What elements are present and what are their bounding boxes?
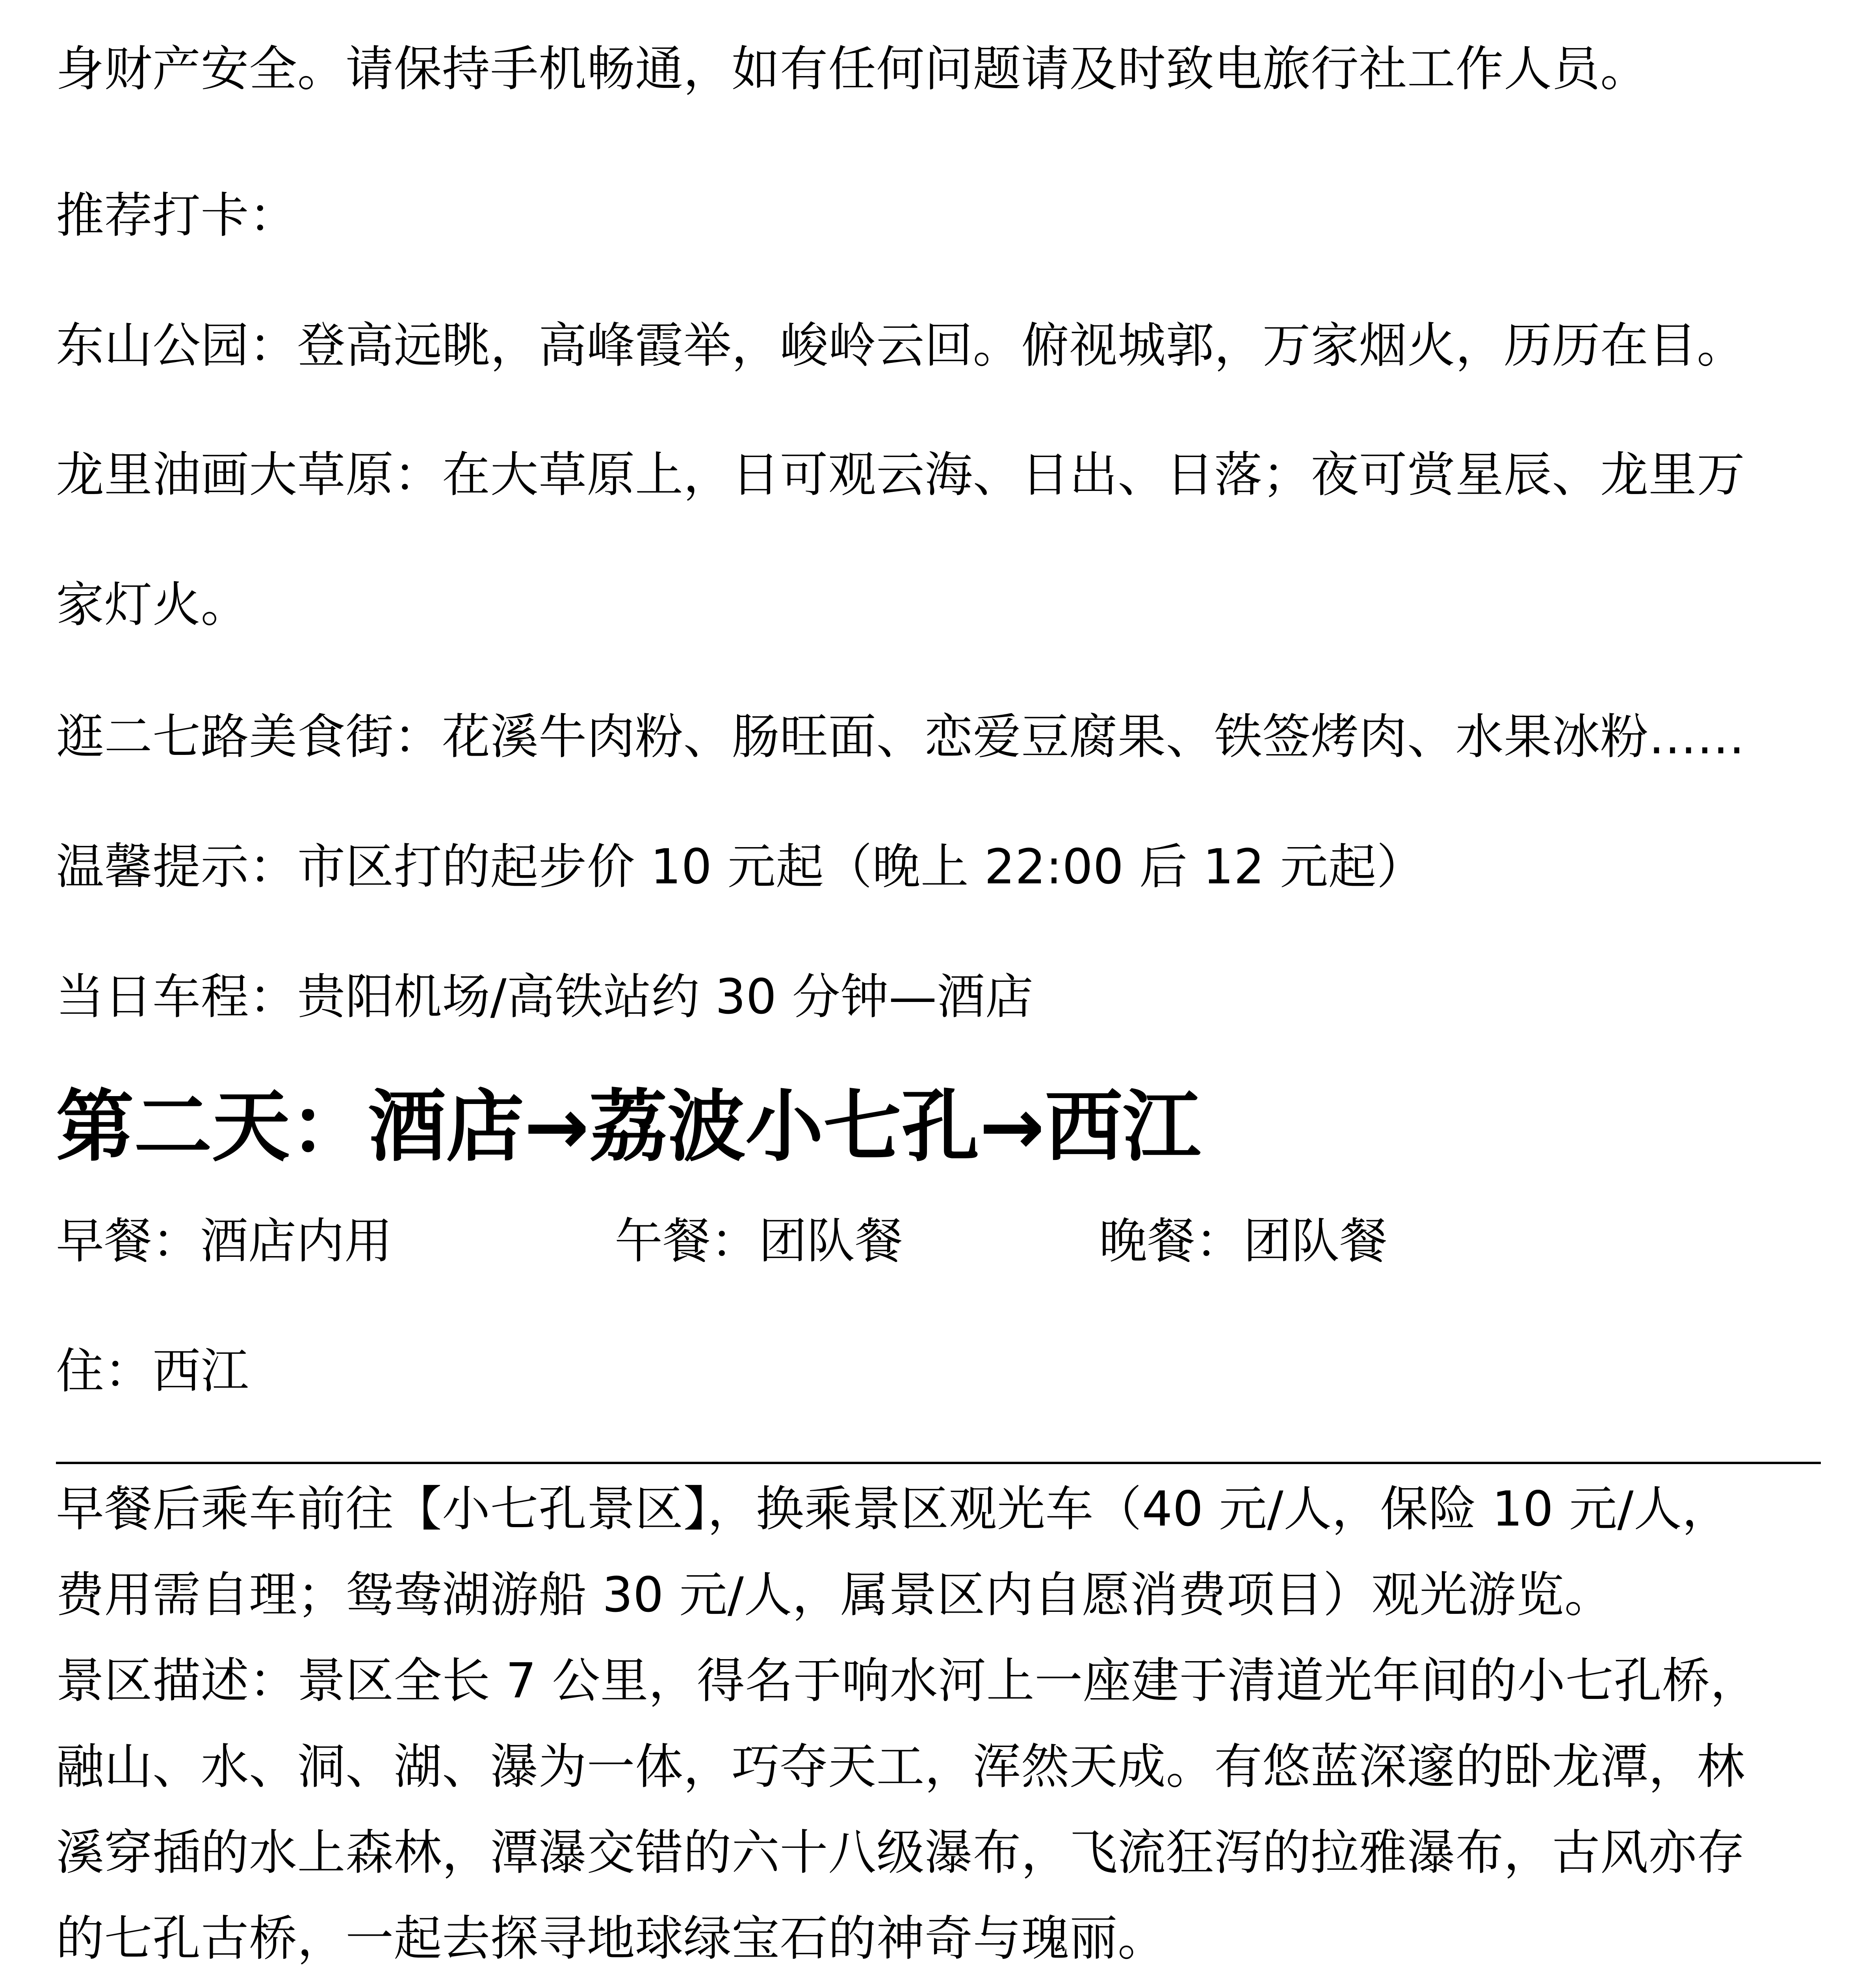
paragraph-line: 早餐后乘车前往【小七孔景区】，换乘景区观光车（40 元/人，保险 10 元/人， bbox=[56, 1481, 1731, 1537]
accommodation-info: 住：西江 bbox=[56, 1343, 249, 1399]
drive-time-line: 当日车程：贵阳机场/高铁站约 30 分钟—酒店 bbox=[56, 969, 1034, 1025]
longli-grassland-line-1: 龙里油画大草原：在大草原上，日可观云海、日出、日落；夜可赏星辰、龙里万 bbox=[56, 447, 1745, 503]
lunch-info: 午餐：团队餐 bbox=[615, 1213, 903, 1269]
day2-title: 第二天：酒店→荔波小七孔→西江 bbox=[56, 1081, 1201, 1172]
section-divider bbox=[56, 1462, 1821, 1464]
paragraph-line: 融山、水、洞、湖、瀑为一体，巧夺天工，浑然天成。有悠蓝深邃的卧龙潭，林 bbox=[56, 1739, 1745, 1795]
recommend-label: 推荐打卡： bbox=[56, 188, 297, 243]
dinner-info: 晚餐：团队餐 bbox=[1099, 1213, 1387, 1269]
paragraph-line: 费用需自理；鸳鸯湖游船 30 元/人，属景区内自愿消费项目）观光游览。 bbox=[56, 1567, 1613, 1623]
longli-grassland-line-2: 家灯火。 bbox=[56, 577, 249, 633]
dongshan-park-line: 东山公园：登高远眺，高峰霞举，峻岭云回。俯视城郭，万家烟火，历历在目。 bbox=[56, 318, 1745, 374]
food-street-line: 逛二七路美食街：花溪牛肉粉、肠旺面、恋爱豆腐果、铁签烤肉、水果冰粉…… bbox=[56, 709, 1745, 765]
safety-reminder-line: 身财产安全。请保持手机畅通，如有任何问题请及时致电旅行社工作人员。 bbox=[56, 41, 1649, 97]
paragraph-line: 景区描述：景区全长 7 公里，得名于响水河上一座建于清道光年间的小七孔桥， bbox=[56, 1653, 1759, 1709]
taxi-tip-line: 温馨提示：市区打的起步价 10 元起（晚上 22:00 后 12 元起） bbox=[56, 839, 1425, 895]
paragraph-line: 溪穿插的水上森林，潭瀑交错的六十八级瀑布，飞流狂泻的拉雅瀑布，古风亦存 bbox=[56, 1825, 1745, 1881]
breakfast-info: 早餐：酒店内用 bbox=[56, 1213, 392, 1269]
paragraph-line: 的七孔古桥，一起去探寻地球绿宝石的神奇与瑰丽。 bbox=[56, 1911, 1166, 1966]
